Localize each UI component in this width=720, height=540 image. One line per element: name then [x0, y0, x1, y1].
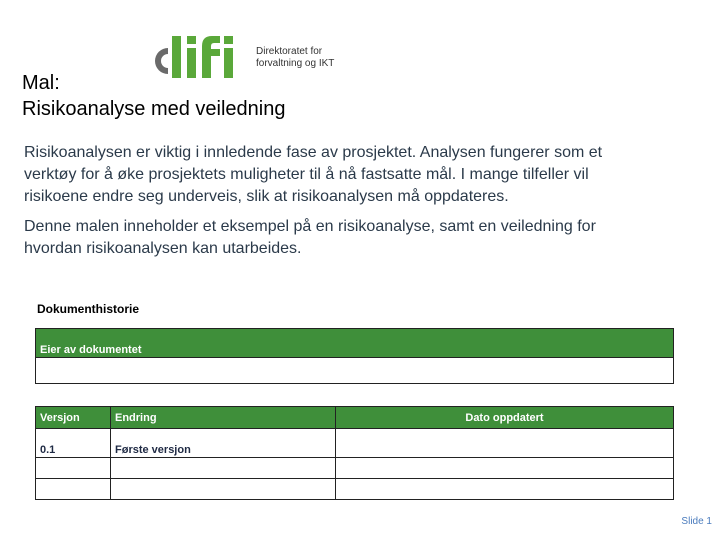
table-row	[36, 429, 674, 458]
date-cell[interactable]	[336, 479, 674, 500]
table-row	[36, 458, 674, 479]
title-line1: Mal:	[22, 72, 60, 94]
version-history-table	[35, 406, 674, 500]
version-cell[interactable]: 0.1	[36, 429, 111, 458]
intro-paragraph-1: Risikoanalysen er viktig i innledende fase av prosjektet. Analysen fungerer som et verktøy for å øke prosjektets muligheter til å nå fastsatte mål. I mange tilfeller vil risikoene endre seg underveis, slik at risikoanalysen må oppdateres.	[24, 144, 603, 205]
title-line2: Risikoanalyse med veiledning	[22, 98, 286, 120]
version-cell[interactable]	[36, 479, 111, 500]
date-cell[interactable]	[336, 458, 674, 479]
column-header-version: Versjon	[36, 407, 111, 429]
logo-tagline-line2: forvaltning og IKT	[256, 58, 335, 69]
column-header-date-updated: Dato oppdatert	[336, 407, 674, 429]
version-table-header-row	[36, 407, 674, 429]
change-cell[interactable]: Første versjon	[111, 429, 336, 458]
table-row	[36, 479, 674, 500]
document-history-heading: Dokumenthistorie	[37, 302, 140, 316]
version-cell[interactable]	[36, 458, 111, 479]
date-cell[interactable]	[336, 429, 674, 458]
change-cell[interactable]	[111, 458, 336, 479]
page-title	[22, 70, 285, 122]
change-cell[interactable]	[111, 479, 336, 500]
owner-value-cell[interactable]	[36, 358, 674, 384]
document-owner-table	[35, 328, 674, 384]
logo-tagline	[256, 46, 334, 70]
owner-header-cell: Eier av dokumentet	[36, 329, 674, 358]
logo-tagline-line1: Direktoratet for	[256, 46, 323, 57]
intro-paragraph-2: Denne malen inneholder et eksempel på en risikoanalyse, samt en veiledning for hvordan risikoanalysen kan utarbeides.	[24, 218, 596, 257]
intro-text	[24, 142, 654, 268]
column-header-change: Endring	[111, 407, 336, 429]
slide-number: Slide 1	[681, 516, 712, 527]
